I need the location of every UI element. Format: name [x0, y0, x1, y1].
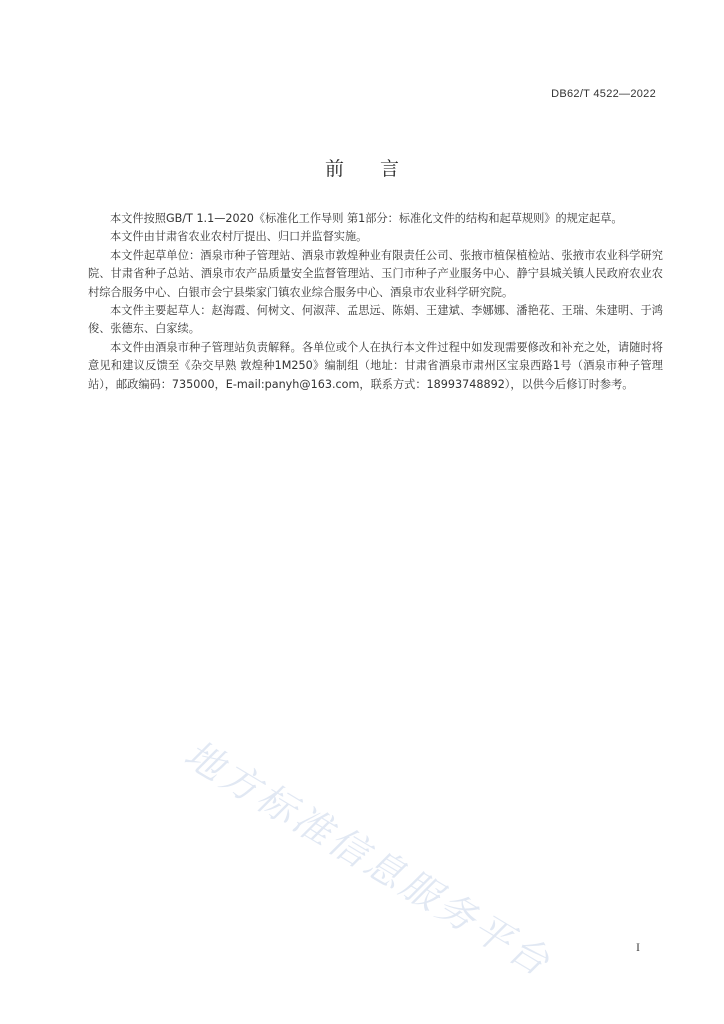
page-number: I — [636, 940, 640, 954]
paragraph-proposer: 本文件由甘肃省农业农村厅提出、归口并监督实施。 — [110, 230, 368, 244]
page-title: 前言 — [324, 158, 435, 180]
paragraph-drafting-rules: 本文件按照GB/T 1.1—2020《标准化工作导则 第1部分：标准化文件的结构和起草规则》的规定起草。 — [110, 212, 623, 225]
preface-body — [88, 210, 663, 394]
paragraph-interpretation: 本文件由酒泉市种子管理站负责解释。各单位或个人在执行本文件过程中如发现需要修改和补充之处，请随时将意见和建议反馈至《杂交早熟 敦煌种1M250》编制组（地址：甘肃省酒泉市肃州区宝泉西路1号（酒泉市种子管理站），邮政编码：735000，E-mail:panyh@163.com，联系方式：18993748892），以供今后修订时参考。 — [88, 340, 663, 391]
standard-code: DB62/T 4522—2022 — [551, 88, 656, 100]
watermark: 地方标准信息服务平台 — [176, 731, 560, 986]
paragraph-drafting-units: 本文件起草单位：酒泉市种子管理站、酒泉市敦煌种业有限责任公司、张掖市植保植检站、张掖市农业科学研究院、甘肃省种子总站、酒泉市农产品质量安全监督管理站、玉门市种子产业服务中心、静宁县城关镇人民政府农业农村综合服务中心、白银市会宁县柴家门镇农业综合服务中心、酒泉市农业科学研究院。 — [88, 248, 663, 299]
paragraph-drafters: 本文件主要起草人：赵海霞、何树文、何淑萍、孟思远、陈娟、王建斌、李娜娜、潘艳花、王瑞、朱建明、于鸿俊、张德东、白家续。 — [88, 304, 663, 336]
